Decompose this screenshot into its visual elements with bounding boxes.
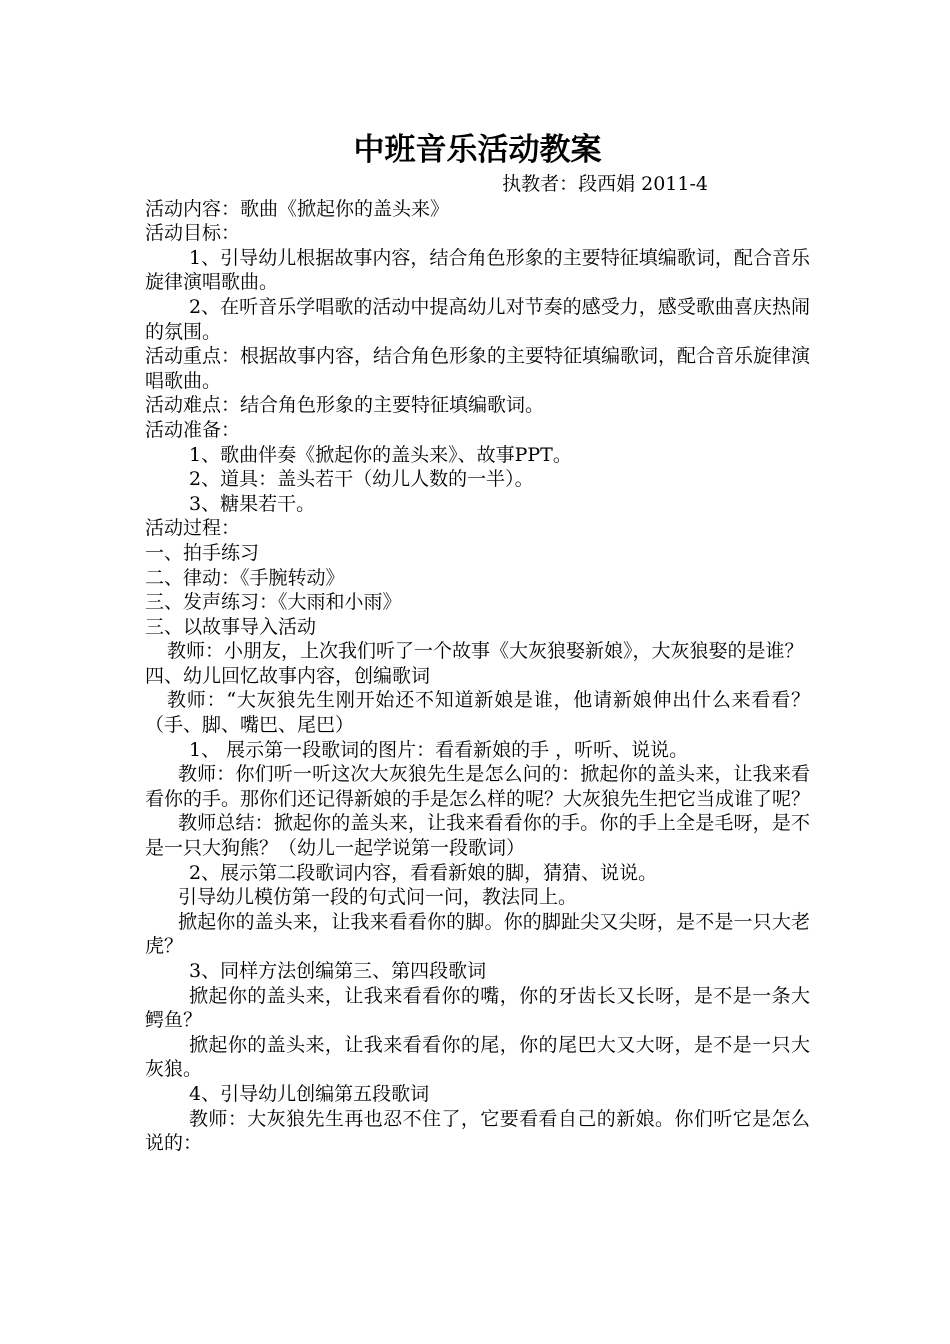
paragraph: 活动过程： (145, 517, 241, 540)
paragraph: 三、以故事导入活动 (145, 615, 317, 638)
paragraph: 三、发声练习：《大雨和小雨》 (145, 591, 402, 614)
paragraph: 二、律动：《手腕转动》 (145, 566, 345, 589)
paragraph: 2、在听音乐学唱歌的活动中提高幼儿对节奏的感受力，感受歌曲喜庆热闹的氛围。 (145, 295, 810, 343)
paragraph: 1、歌曲伴奏《掀起你的盖头来》、故事PPT。 (189, 443, 572, 466)
paragraph: 4、引导幼儿创编第五段歌词 (189, 1082, 430, 1105)
paragraph: 活动内容：歌曲《掀起你的盖头来》 (145, 197, 450, 220)
author-line: 执教者：段西娟 2011-4 (502, 173, 708, 195)
paragraph: 教师：大灰狼先生再也忍不住了，它要看看自己的新娘。你们听它是怎么说的： (145, 1107, 810, 1155)
paragraph: 活动目标： (145, 222, 241, 245)
paragraph: 教师：你们听一听这次大灰狼先生是怎么问的：掀起你的盖头来，让我来看看你的手。那你们还记得新娘的手是怎么样的呢？大灰狼先生把它当成谁了呢？ (145, 763, 811, 810)
paragraph: 3、同样方法创编第三、第四段歌词 (189, 960, 487, 982)
paragraph: 引导幼儿模仿第一段的句式问一问，教法同上。 (178, 886, 578, 909)
paragraph: 2、道具：盖头若干（幼儿人数的一半）。 (189, 468, 534, 491)
paragraph: 教师：小朋友，上次我们听了一个故事《大灰狼娶新娘》，大灰狼娶的是谁？ (167, 640, 804, 663)
paragraph: 掀起你的盖头来，让我来看看你的尾，你的尾巴大又大呀，是不是一只大灰狼。 (145, 1033, 810, 1081)
paragraph: 1、 展示第一段歌词的图片：看看新娘的手 ，听听、说说。 (189, 738, 689, 761)
paragraph: 活动重点：根据故事内容，结合角色形象的主要特征填编歌词，配合音乐旋律演唱歌曲。 (145, 345, 811, 392)
paragraph: 一、拍手练习 (145, 541, 260, 564)
document-body (145, 197, 810, 1156)
paragraph: 四、幼儿回忆故事内容，创编歌词 (145, 664, 431, 687)
paragraph: 3、糖果若干。 (189, 492, 316, 515)
paragraph: 掀起你的盖头来，让我来看看你的嘴，你的牙齿长又长呀，是不是一条大鳄鱼？ (145, 984, 810, 1032)
document-title: 中班音乐活动教案 (353, 132, 602, 168)
paragraph: 活动难点：结合角色形象的主要特征填编歌词。 (145, 394, 545, 417)
document-page (145, 128, 810, 1156)
paragraph: 教师总结：掀起你的盖头来，让我来看看你的手。你的手上全是毛呀，是不是一只大狗熊？（幼儿一起学说第一段歌词） (145, 812, 810, 860)
paragraph: 1、引导幼儿根据故事内容，结合角色形象的主要特征填编歌词，配合音乐旋律演唱歌曲。 (145, 246, 810, 294)
paragraph: 2、展示第二段歌词内容，看看新娘的脚，猜猜、说说。 (189, 861, 658, 884)
paragraph: 教师：“大灰狼先生刚开始还不知道新娘是谁，他请新娘伸出什么来看看？（手、脚、嘴巴、尾巴） (145, 689, 810, 737)
paragraph: 活动准备： (145, 418, 241, 441)
paragraph: 掀起你的盖头来，让我来看看你的脚。你的脚趾尖又尖呀，是不是一只大老虎？ (145, 910, 810, 958)
